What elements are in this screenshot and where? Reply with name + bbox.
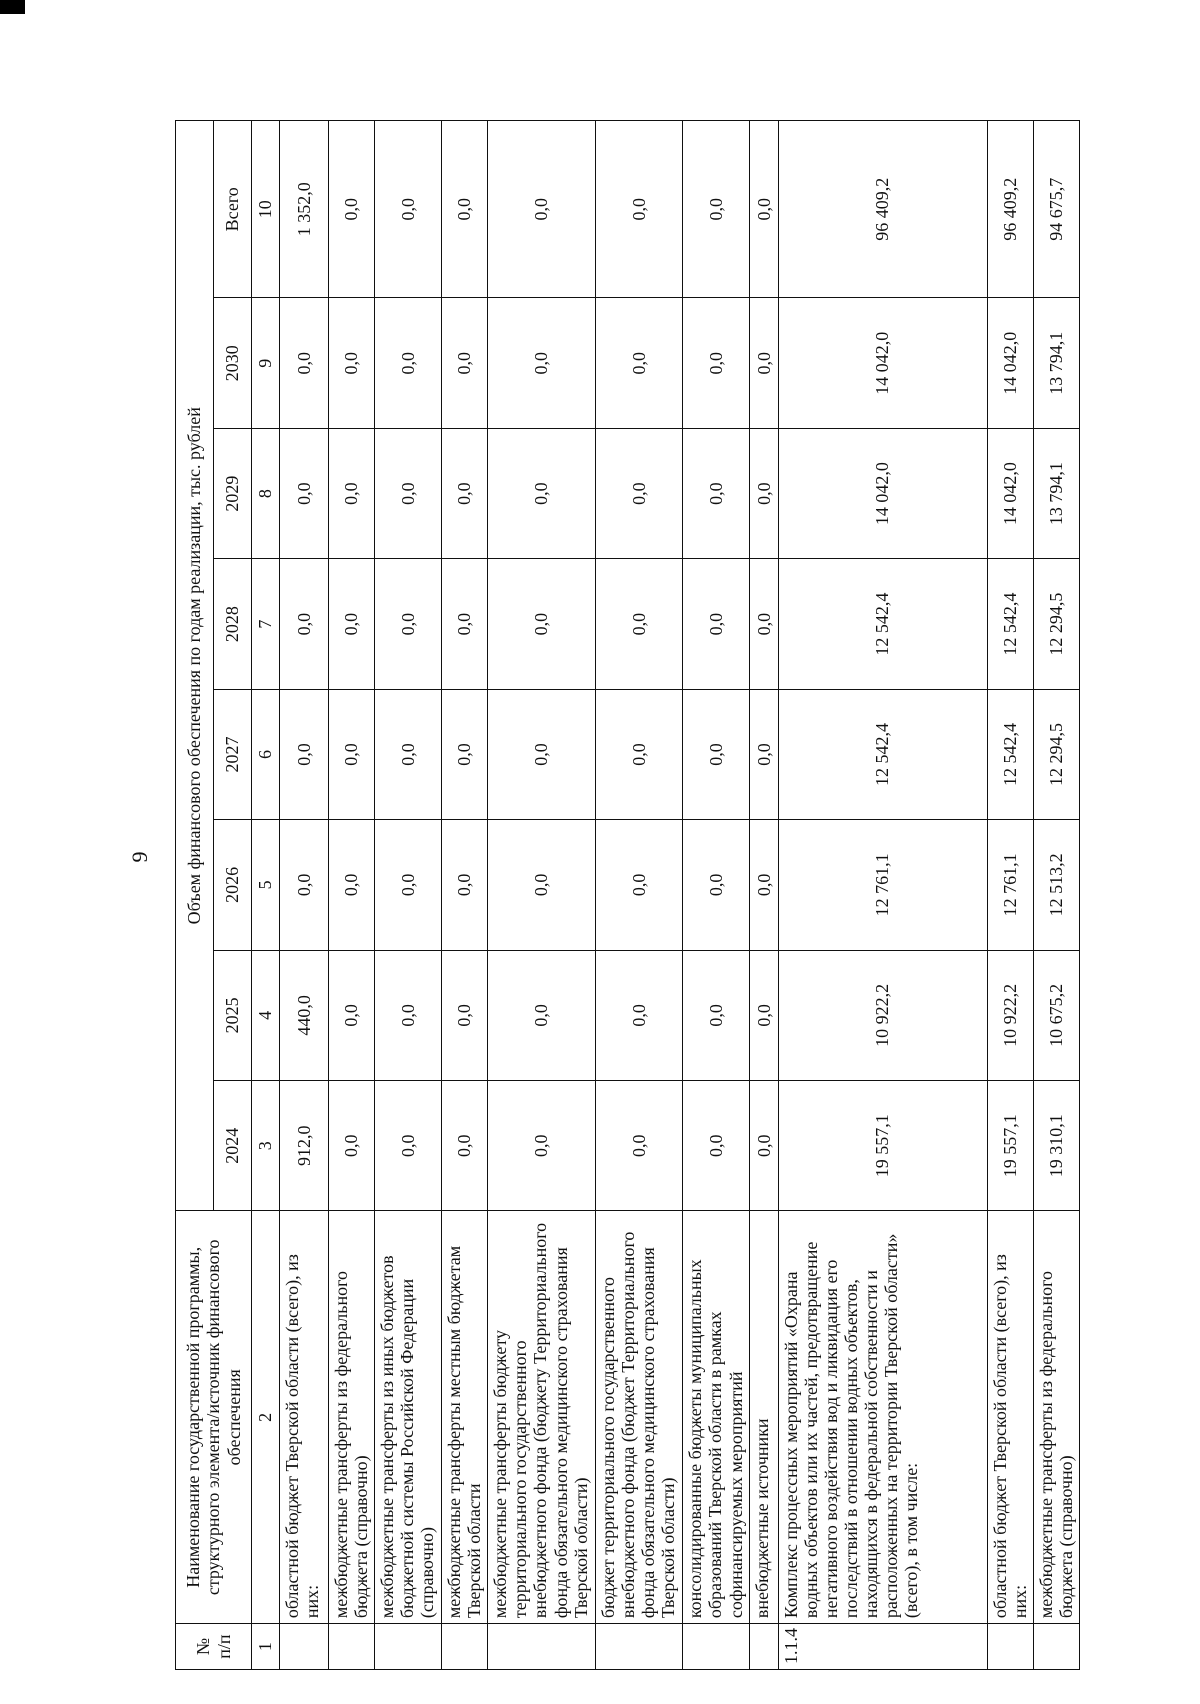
header-year: 2025 bbox=[214, 950, 252, 1080]
row-year-value: 0,0 bbox=[328, 689, 374, 819]
row-year-value: 0,0 bbox=[595, 950, 682, 1080]
row-total-value: 96 409,2 bbox=[778, 121, 987, 299]
column-index: 9 bbox=[252, 298, 280, 428]
row-total-value: 0,0 bbox=[683, 121, 750, 299]
row-year-value: 0,0 bbox=[375, 428, 442, 558]
row-year-value: 0,0 bbox=[749, 1081, 778, 1211]
row-year-value: 0,0 bbox=[683, 428, 750, 558]
row-year-value: 0,0 bbox=[441, 559, 487, 689]
row-year-value: 0,0 bbox=[488, 689, 596, 819]
row-year-value: 0,0 bbox=[375, 820, 442, 950]
row-year-value: 0,0 bbox=[683, 689, 750, 819]
row-name: межбюджетные трансферты из иных бюджетов бюджетной системы Российской Федерации (справочно) bbox=[375, 1211, 442, 1624]
row-year-value: 0,0 bbox=[488, 820, 596, 950]
row-number: 1.1.4 bbox=[778, 1624, 987, 1670]
row-total-value: 0,0 bbox=[375, 121, 442, 299]
row-year-value: 10 675,2 bbox=[1033, 950, 1079, 1080]
row-year-value: 12 542,4 bbox=[778, 559, 987, 689]
header-year: 2029 bbox=[214, 428, 252, 558]
financing-table-container bbox=[175, 120, 1080, 1670]
header-volume-caption: Объем финансового обеспечения по годам реализации, тыс. рублей bbox=[176, 121, 214, 1211]
row-year-value: 0,0 bbox=[280, 298, 329, 428]
header-year: 2027 bbox=[214, 689, 252, 819]
row-year-value: 0,0 bbox=[441, 689, 487, 819]
row-year-value: 0,0 bbox=[595, 428, 682, 558]
row-number bbox=[488, 1624, 596, 1670]
row-year-value: 14 042,0 bbox=[778, 298, 987, 428]
row-year-value: 19 557,1 bbox=[778, 1081, 987, 1211]
row-year-value: 12 294,5 bbox=[1033, 689, 1079, 819]
row-number bbox=[280, 1624, 329, 1670]
row-year-value: 0,0 bbox=[749, 298, 778, 428]
row-year-value: 0,0 bbox=[280, 820, 329, 950]
row-name: межбюджетные трансферты бюджету территориального государственного внебюджетного фонда (бюджету Территориального фонда обязательного медицинского страхования Тверской области) bbox=[488, 1211, 596, 1624]
row-year-value: 0,0 bbox=[375, 298, 442, 428]
row-year-value: 0,0 bbox=[488, 950, 596, 1080]
column-index: 4 bbox=[252, 950, 280, 1080]
row-year-value: 12 542,4 bbox=[778, 689, 987, 819]
row-year-value: 0,0 bbox=[749, 950, 778, 1080]
header-year: 2024 bbox=[214, 1081, 252, 1211]
row-year-value: 0,0 bbox=[683, 820, 750, 950]
row-number bbox=[749, 1624, 778, 1670]
row-number bbox=[987, 1624, 1033, 1670]
header-year: 2026 bbox=[214, 820, 252, 950]
row-year-value: 0,0 bbox=[683, 1081, 750, 1211]
row-name: бюджет территориального государственного внебюджетного фонда (бюджет Территориального фонда обязательного медицинского страхования Тверской области) bbox=[595, 1211, 682, 1624]
row-year-value: 0,0 bbox=[375, 950, 442, 1080]
header-num: № п/п bbox=[176, 1624, 252, 1670]
table-row bbox=[778, 121, 987, 1670]
row-year-value: 0,0 bbox=[595, 689, 682, 819]
row-year-value: 14 042,0 bbox=[778, 428, 987, 558]
column-index: 6 bbox=[252, 689, 280, 819]
row-year-value: 0,0 bbox=[595, 1081, 682, 1211]
table-row bbox=[488, 121, 596, 1670]
row-year-value: 12 294,5 bbox=[1033, 559, 1079, 689]
row-year-value: 19 310,1 bbox=[1033, 1081, 1079, 1211]
row-year-value: 12 761,1 bbox=[778, 820, 987, 950]
row-year-value: 0,0 bbox=[441, 950, 487, 1080]
row-year-value: 0,0 bbox=[488, 428, 596, 558]
row-year-value: 0,0 bbox=[488, 1081, 596, 1211]
row-year-value: 0,0 bbox=[749, 559, 778, 689]
row-year-value: 0,0 bbox=[595, 820, 682, 950]
row-number bbox=[595, 1624, 682, 1670]
row-name: межбюджетные трансферты из федерального бюджета (справочно) bbox=[328, 1211, 374, 1624]
row-year-value: 0,0 bbox=[328, 820, 374, 950]
row-year-value: 10 922,2 bbox=[987, 950, 1033, 1080]
row-name: областной бюджет Тверской области (всего), из них: bbox=[987, 1211, 1033, 1624]
row-year-value: 0,0 bbox=[441, 298, 487, 428]
table-body bbox=[280, 121, 1080, 1670]
row-year-value: 12 542,4 bbox=[987, 559, 1033, 689]
row-total-value: 0,0 bbox=[749, 121, 778, 299]
row-year-value: 14 042,0 bbox=[987, 428, 1033, 558]
financing-table bbox=[175, 120, 1080, 1670]
table-row bbox=[1033, 121, 1079, 1670]
page-number: 9 bbox=[127, 851, 152, 863]
row-year-value: 0,0 bbox=[488, 559, 596, 689]
row-year-value: 12 513,2 bbox=[1033, 820, 1079, 950]
row-year-value: 0,0 bbox=[328, 298, 374, 428]
column-index: 10 bbox=[252, 121, 280, 299]
row-number bbox=[683, 1624, 750, 1670]
table-row bbox=[375, 121, 442, 1670]
table-row bbox=[441, 121, 487, 1670]
row-year-value: 13 794,1 bbox=[1033, 298, 1079, 428]
row-year-value: 12 542,4 bbox=[987, 689, 1033, 819]
row-year-value: 0,0 bbox=[280, 689, 329, 819]
header-name: Наименование государственной программы, структурного элемента/источник финансового обеспечения bbox=[176, 1211, 252, 1624]
row-year-value: 12 761,1 bbox=[987, 820, 1033, 950]
row-year-value: 0,0 bbox=[441, 428, 487, 558]
row-name: межбюджетные трансферты из федерального бюджета (справочно) bbox=[1033, 1211, 1079, 1624]
row-name: внебюджетные источники bbox=[749, 1211, 778, 1624]
row-year-value: 0,0 bbox=[375, 1081, 442, 1211]
column-index: 5 bbox=[252, 820, 280, 950]
row-year-value: 0,0 bbox=[488, 298, 596, 428]
column-index: 2 bbox=[252, 1211, 280, 1624]
column-index: 3 bbox=[252, 1081, 280, 1211]
row-year-value: 19 557,1 bbox=[987, 1081, 1033, 1211]
table-row bbox=[987, 121, 1033, 1670]
row-total-value: 0,0 bbox=[595, 121, 682, 299]
row-year-value: 0,0 bbox=[328, 559, 374, 689]
row-year-value: 0,0 bbox=[328, 950, 374, 1080]
row-year-value: 0,0 bbox=[441, 820, 487, 950]
row-year-value: 0,0 bbox=[441, 1081, 487, 1211]
row-year-value: 14 042,0 bbox=[987, 298, 1033, 428]
row-year-value: 0,0 bbox=[683, 298, 750, 428]
row-year-value: 13 794,1 bbox=[1033, 428, 1079, 558]
row-year-value: 0,0 bbox=[683, 950, 750, 1080]
table-row bbox=[280, 121, 329, 1670]
row-year-value: 10 922,2 bbox=[778, 950, 987, 1080]
row-name: консолидированные бюджеты муниципальных образований Тверской области в рамках софинансируемых мероприятий bbox=[683, 1211, 750, 1624]
row-total-value: 0,0 bbox=[441, 121, 487, 299]
column-index: 7 bbox=[252, 559, 280, 689]
table-row bbox=[683, 121, 750, 1670]
row-total-value: 0,0 bbox=[328, 121, 374, 299]
row-name: Комплекс процессных мероприятий «Охрана водных объектов или их частей, предотвращение негативного воздействия вод и ликвидация его последствий в отношении водных объектов, находящихся в федеральной собственности и расположенных на территории Тверской области» (всего), в том числе: bbox=[778, 1211, 987, 1624]
column-index: 8 bbox=[252, 428, 280, 558]
row-year-value: 0,0 bbox=[749, 689, 778, 819]
row-number bbox=[328, 1624, 374, 1670]
row-year-value: 0,0 bbox=[749, 428, 778, 558]
row-year-value: 0,0 bbox=[595, 559, 682, 689]
header-total: Всего bbox=[214, 121, 252, 299]
header-year: 2030 bbox=[214, 298, 252, 428]
row-year-value: 0,0 bbox=[683, 559, 750, 689]
row-number bbox=[1033, 1624, 1079, 1670]
table-row bbox=[749, 121, 778, 1670]
row-name: межбюджетные трансферты местным бюджетам Тверской области bbox=[441, 1211, 487, 1624]
row-number bbox=[441, 1624, 487, 1670]
table-row bbox=[328, 121, 374, 1670]
row-year-value: 440,0 bbox=[280, 950, 329, 1080]
row-year-value: 0,0 bbox=[280, 428, 329, 558]
row-year-value: 0,0 bbox=[375, 689, 442, 819]
row-total-value: 1 352,0 bbox=[280, 121, 329, 299]
row-year-value: 0,0 bbox=[328, 1081, 374, 1211]
row-year-value: 0,0 bbox=[375, 559, 442, 689]
row-year-value: 0,0 bbox=[749, 820, 778, 950]
row-name: областной бюджет Тверской области (всего), из них: bbox=[280, 1211, 329, 1624]
row-total-value: 94 675,7 bbox=[1033, 121, 1079, 299]
row-year-value: 912,0 bbox=[280, 1081, 329, 1211]
column-index: 1 bbox=[252, 1624, 280, 1670]
table-row bbox=[595, 121, 682, 1670]
row-total-value: 96 409,2 bbox=[987, 121, 1033, 299]
row-total-value: 0,0 bbox=[488, 121, 596, 299]
row-year-value: 0,0 bbox=[280, 559, 329, 689]
row-year-value: 0,0 bbox=[328, 428, 374, 558]
row-number bbox=[375, 1624, 442, 1670]
scan-edge-mark bbox=[0, 0, 25, 14]
header-year: 2028 bbox=[214, 559, 252, 689]
row-year-value: 0,0 bbox=[595, 298, 682, 428]
